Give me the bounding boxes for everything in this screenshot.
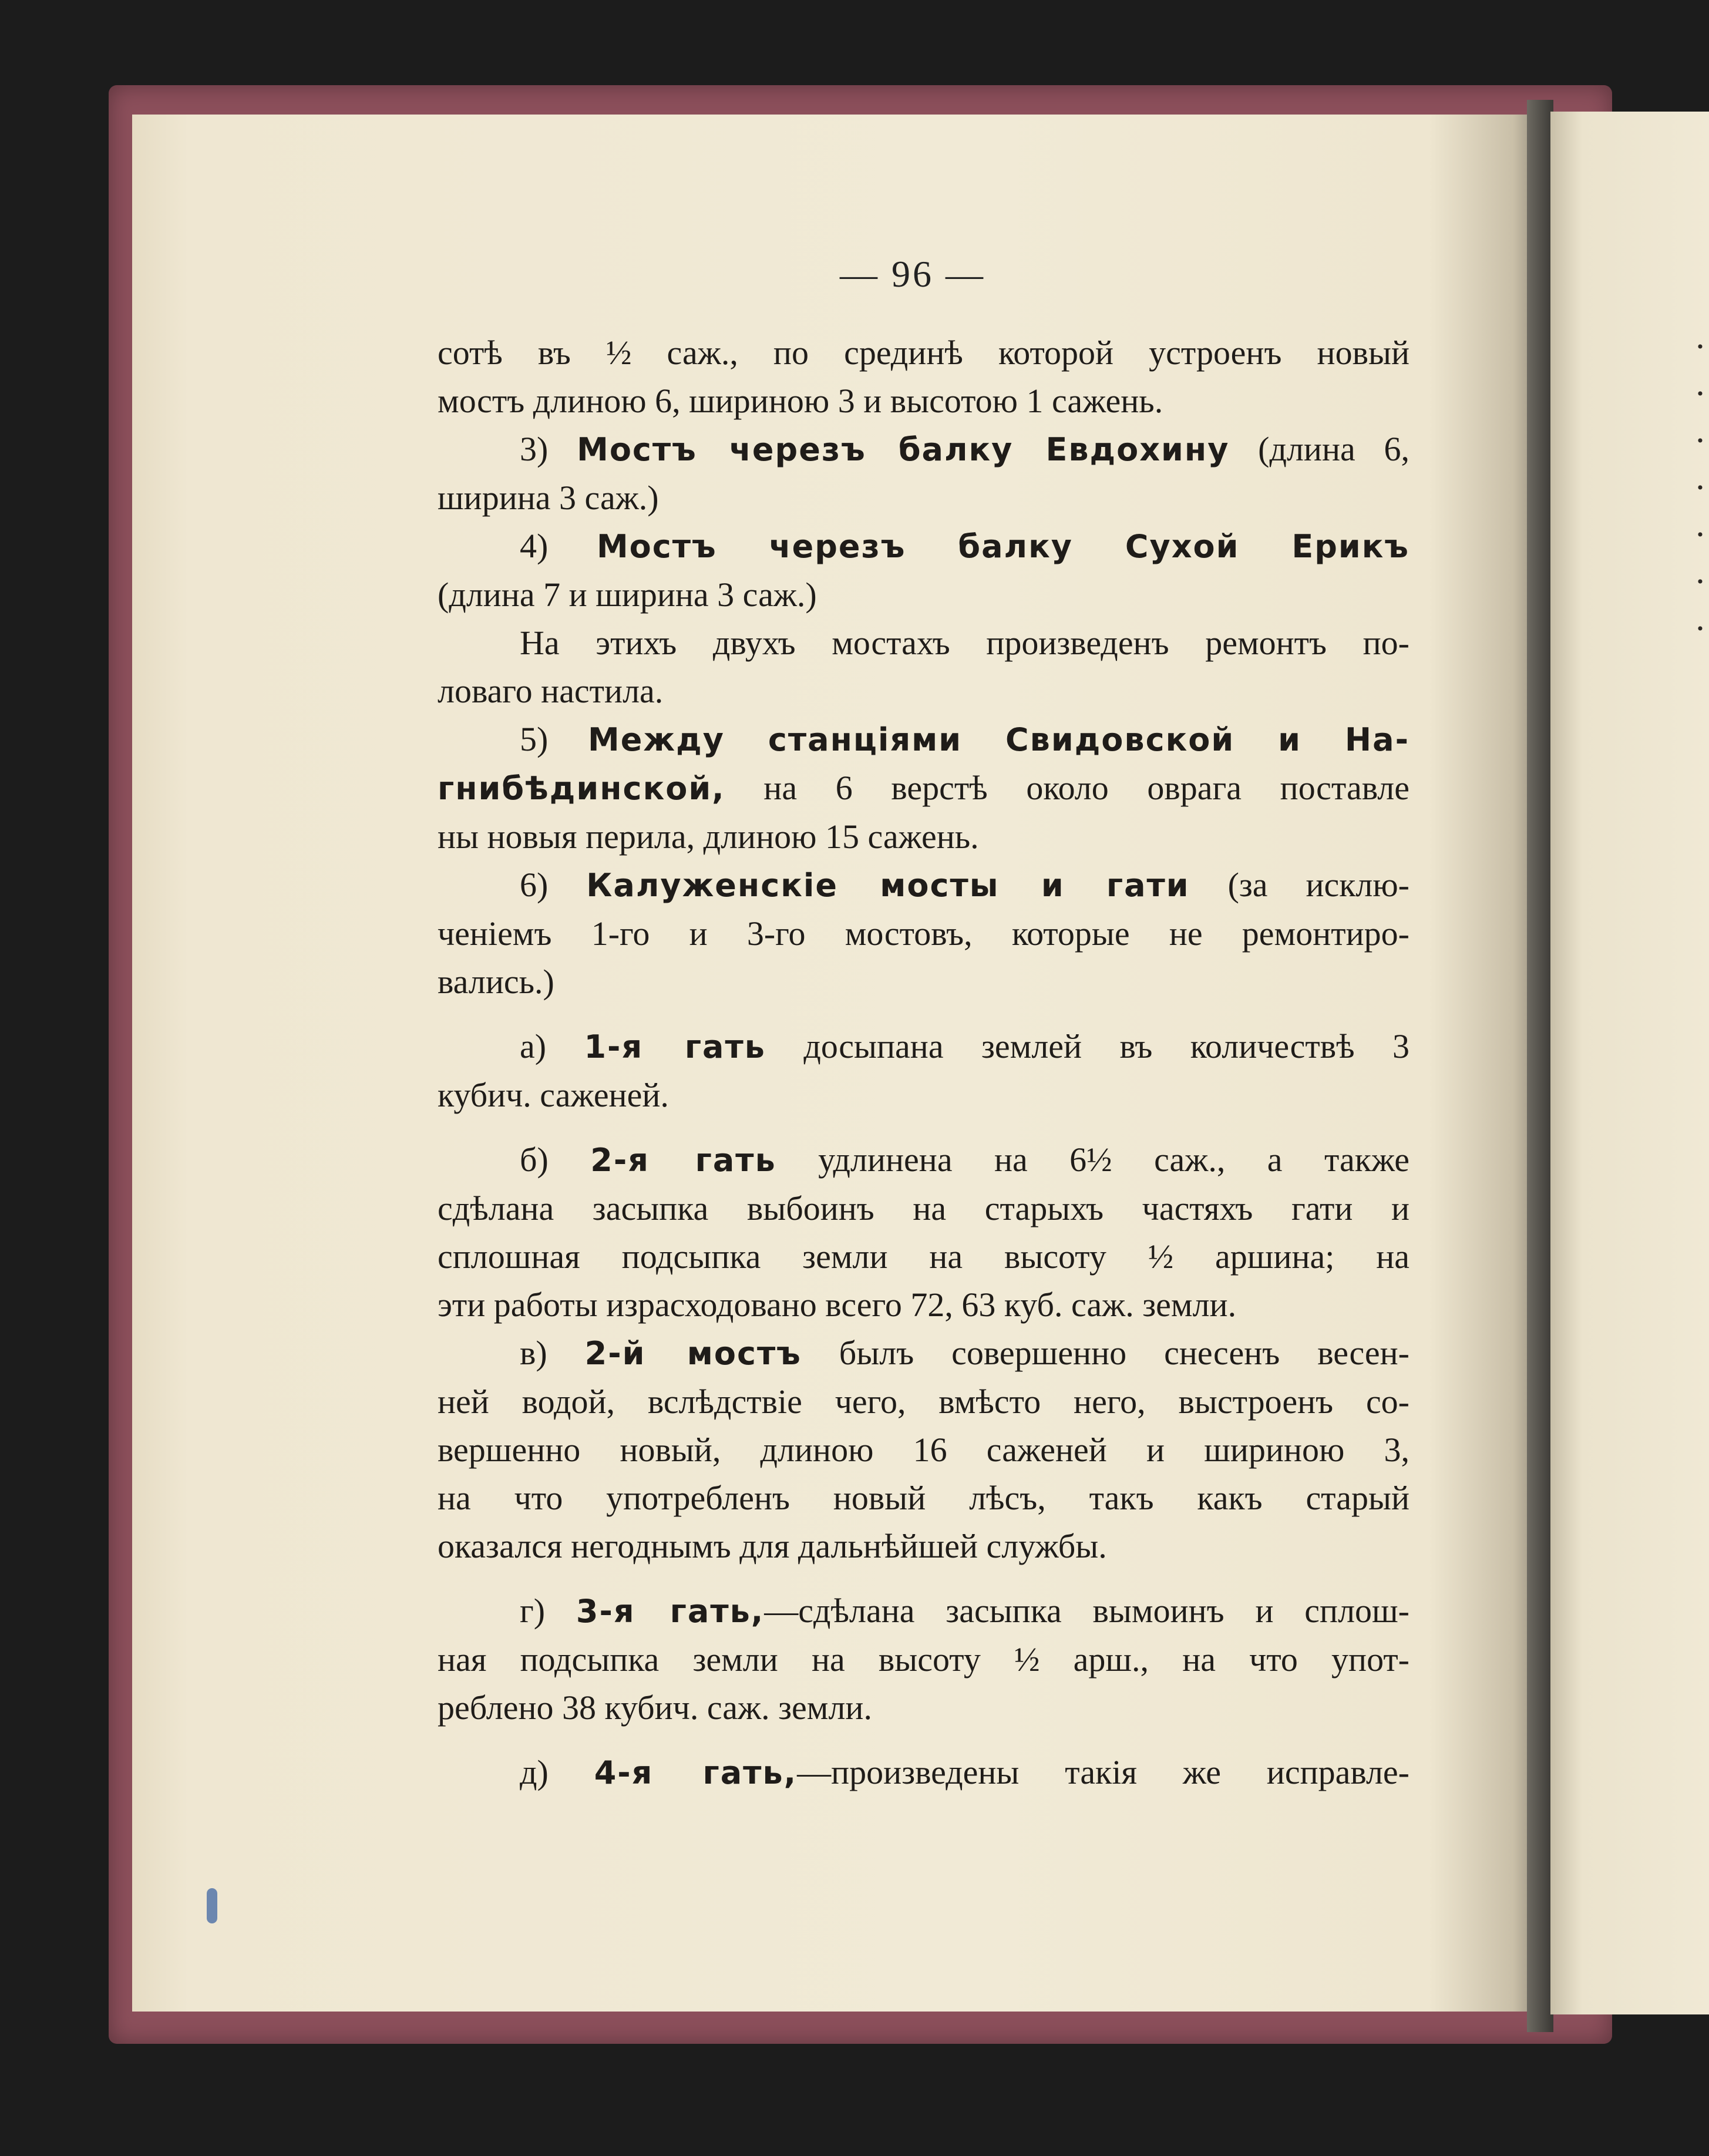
text-line [438,425,1409,474]
item-number: 4) [520,527,597,565]
text-line [438,861,1409,910]
item-text: —сдѣлана засыпка вымоинъ и сплош- [764,1592,1409,1630]
paragraph-0 [438,329,1409,425]
paragraph-bridge-3 [438,425,1409,522]
text-line: ны новыя перила, длиною 15 сажень. [438,818,979,856]
right-page-cutoff-text: · · · · · · · [1694,327,1706,648]
paragraph-v [438,1329,1409,1570]
text-line [438,1587,1409,1636]
item-number: 3) [520,430,577,468]
text-line: На этихъ двухъ мостахъ произведенъ ремонтъ по- [520,624,1409,662]
text-line [438,1136,1409,1185]
text-line: вались.) [438,963,554,1001]
paragraph-bridge-4 [438,522,1409,619]
item-text: —произведены такія же исправле- [797,1753,1409,1791]
text-line [438,715,1409,764]
paragraph-a [438,1022,1409,1119]
paragraph-repair-note [438,619,1409,715]
text-line: оказался негоднымъ для дальнѣйшей службы. [438,1527,1107,1565]
item-heading: 1-я гать [584,1028,766,1065]
text-line: мостъ длиною 6, шириною 3 и высотою 1 сажень. [438,382,1163,420]
item-heading: Мостъ черезъ балку Сухой Ерикъ [596,528,1409,565]
item-heading: 3-я гать, [576,1593,765,1630]
paragraph-g [438,1587,1409,1732]
text-line: ная подсыпка земли на высоту ½ арш., на что упот- [438,1640,1409,1679]
item-number: д) [520,1753,594,1791]
text-line [438,522,1409,571]
text-line: (длина 7 и ширина 3 саж.) [438,576,817,614]
text-line [438,1748,1409,1797]
item-text: былъ совершенно снесенъ весен- [801,1334,1409,1372]
text-line: сплошная подсыпка земли на высоту ½ аршина; на [438,1237,1409,1276]
item-heading-continued: гнибѣдинской, [438,770,725,807]
text-line: ней водой, вслѣдствіе чего, вмѣсто него, выстроенъ со- [438,1383,1409,1421]
paragraph-section-6 [438,861,1409,1006]
text-line: ширина 3 саж.) [438,479,659,517]
ink-blemish [207,1888,217,1923]
item-heading: Между станціями Свидовской и На- [587,721,1409,758]
right-page-edge [1550,112,1709,2014]
item-text: досыпана землей въ количествѣ 3 [765,1027,1409,1065]
text-line: сдѣлана засыпка выбоинъ на старыхъ частяхъ гати и [438,1189,1409,1227]
item-heading: Мостъ черезъ балку Евдохину [577,431,1230,468]
item-text: (длина 6, [1229,430,1409,468]
item-number: а) [520,1027,584,1065]
item-number: г) [520,1592,576,1630]
item-number: 6) [520,866,587,904]
item-text: на 6 верстѣ около оврага поставле [725,769,1409,807]
text-line [438,764,1409,813]
item-heading: 2-й мостъ [584,1335,802,1372]
text-line: ченіемъ 1-го и 3-го мостовъ, которые не ремонтиро- [438,914,1409,953]
text-line: на что употребленъ новый лѣсъ, такъ какъ старый [438,1479,1409,1517]
paragraph-d [438,1748,1409,1797]
item-number: б) [520,1141,591,1179]
item-heading: Калуженскіе мосты и гати [586,867,1190,904]
paragraph-section-5 [438,715,1409,861]
text-line: сотѣ въ ½ саж., по срединѣ которой устроенъ новый [438,334,1409,372]
text-line [438,1022,1409,1071]
item-number: в) [520,1334,585,1372]
item-heading: 4-я гать, [594,1754,798,1791]
item-text: удлинена на 6½ саж., а также [776,1141,1409,1179]
text-line [438,1329,1409,1378]
text-line: вершенно новый, длиною 16 саженей и шириною 3, [438,1431,1409,1469]
text-line: эти работы израсходовано всего 72, 63 куб. саж. земли. [438,1286,1237,1324]
item-number: 5) [520,720,588,758]
text-line: ловаго настила. [438,672,664,710]
text-line: реблено 38 кубич. саж. земли. [438,1689,872,1727]
page-body-text [438,329,1409,1797]
item-heading: 2-я гать [590,1142,776,1179]
text-line: кубич. саженей. [438,1076,669,1114]
paragraph-b [438,1136,1409,1329]
item-text: (за исклю- [1189,866,1409,904]
book-gutter [1527,100,1553,2032]
page-number: — 96 — [840,253,985,295]
